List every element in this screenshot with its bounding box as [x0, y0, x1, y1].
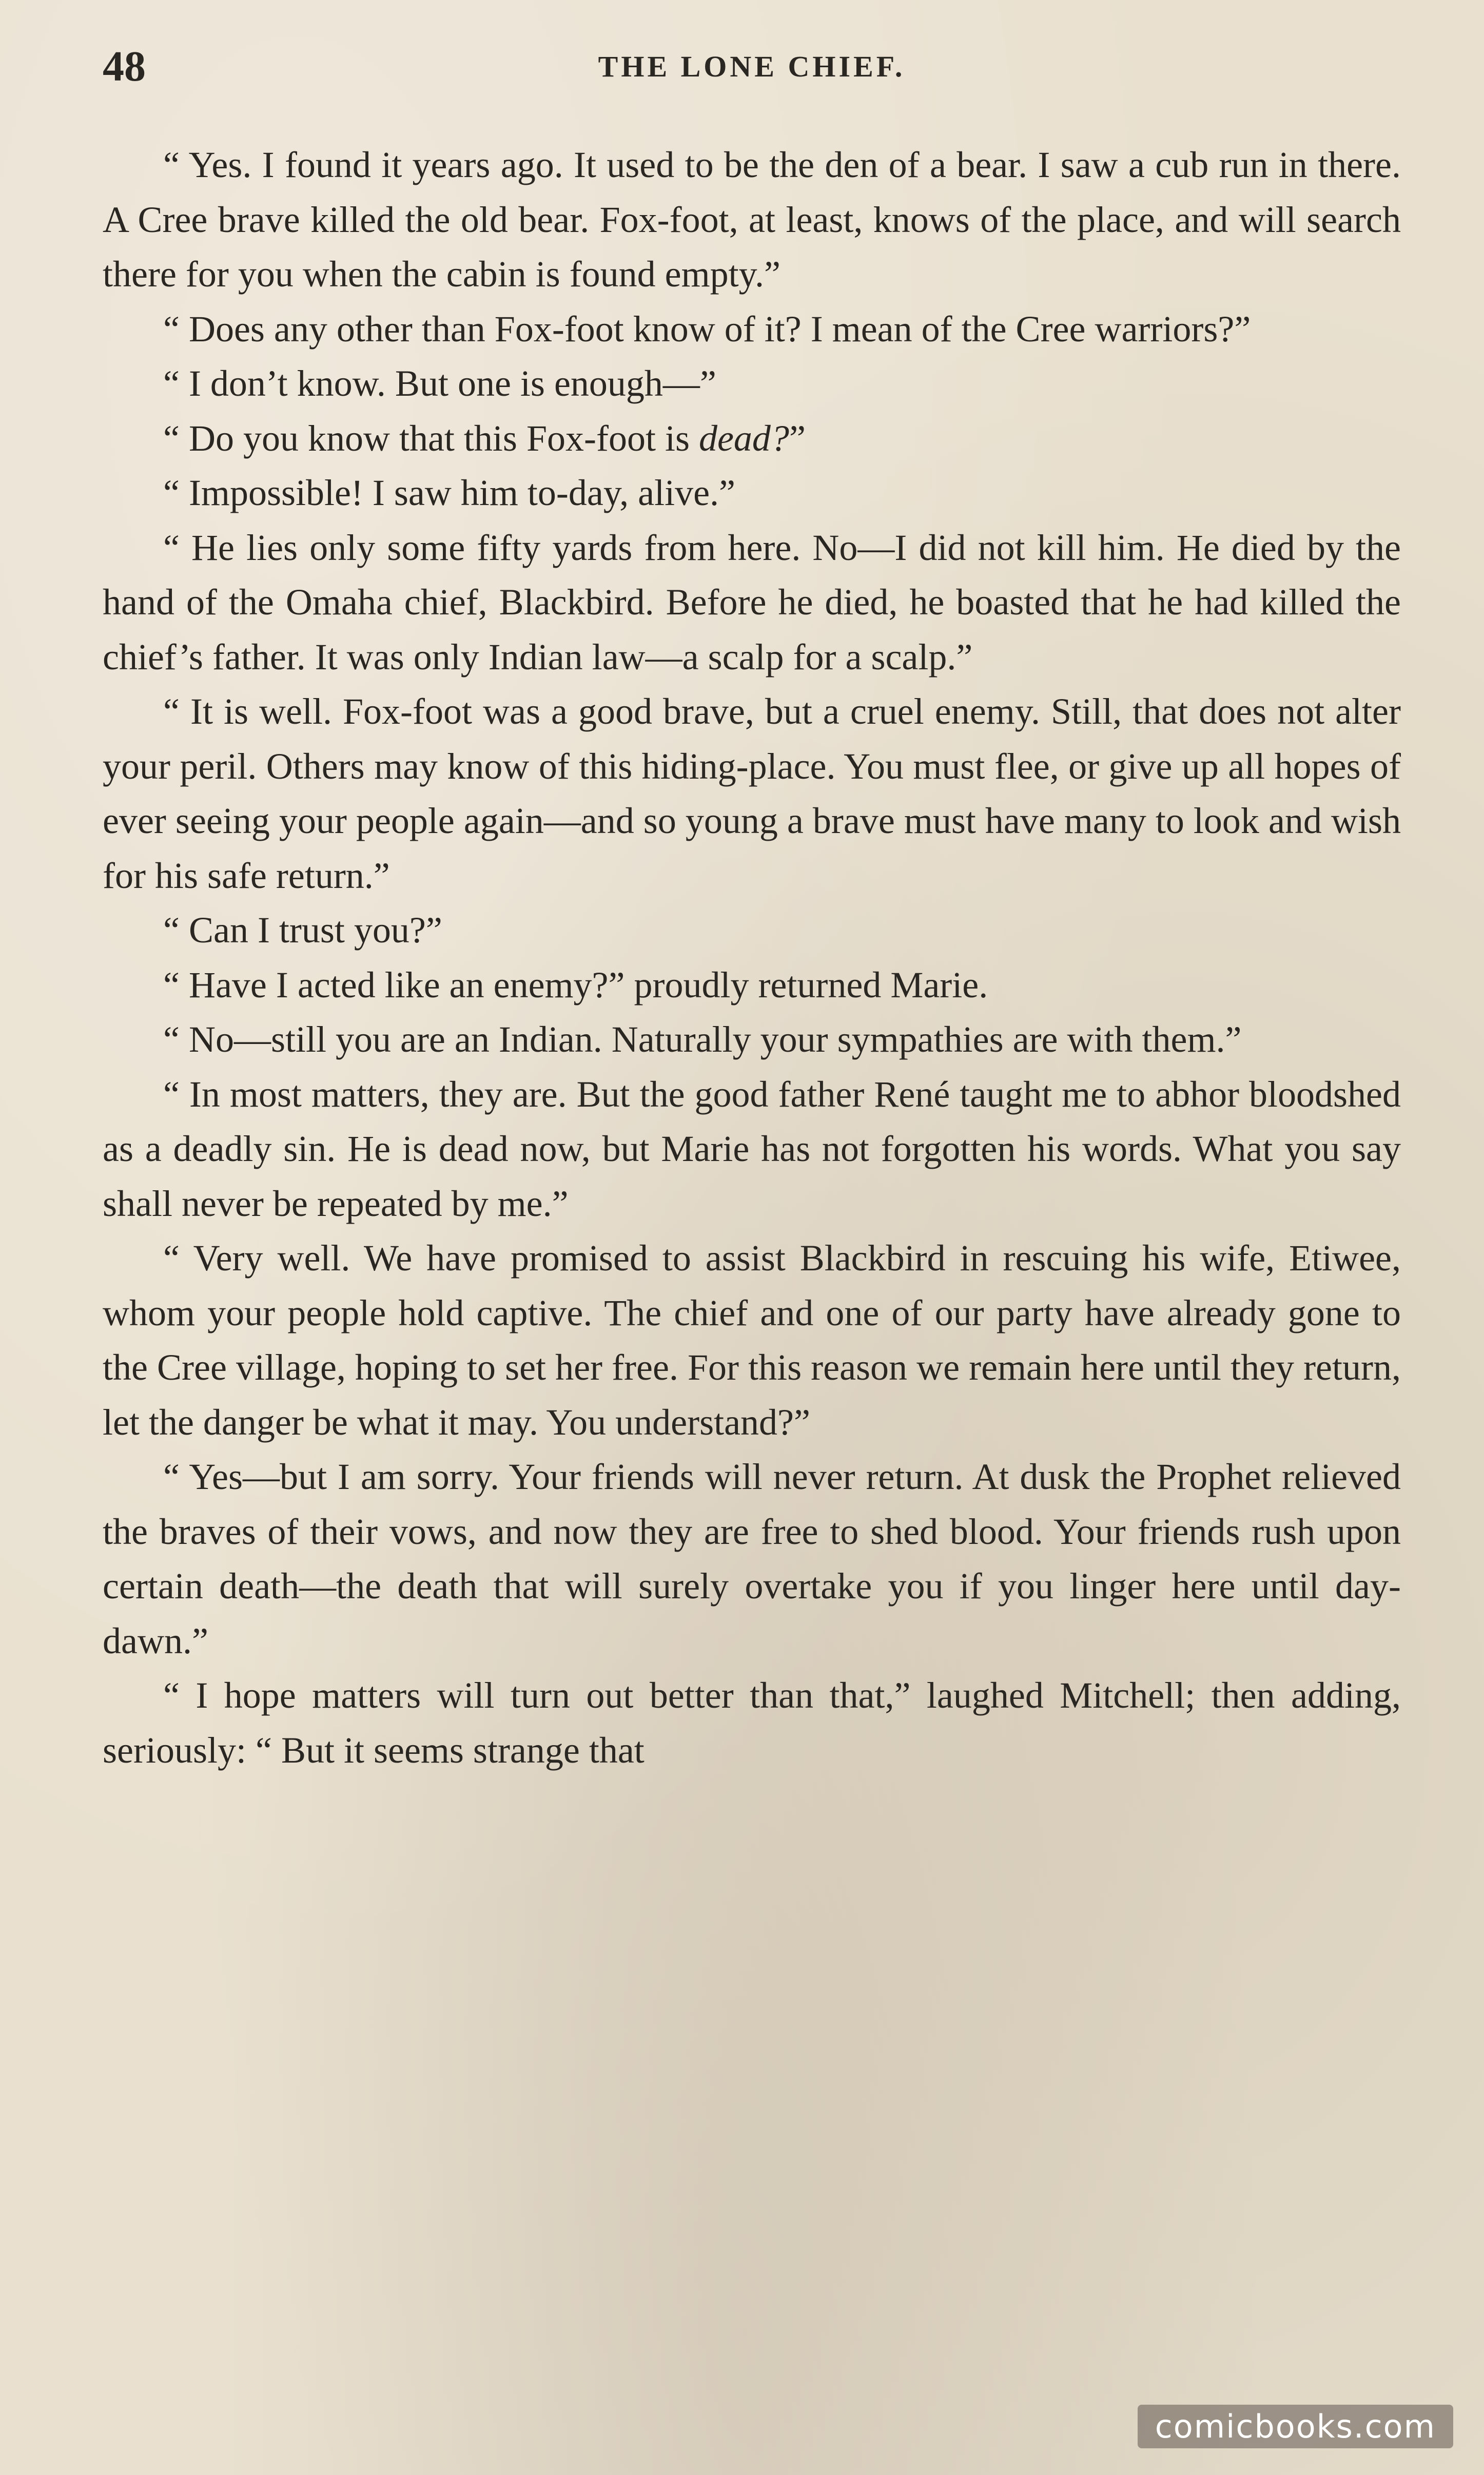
paragraph: “ Have I acted like an enemy?” proudly returned Marie. — [163, 964, 988, 1006]
watermark: comicbooks.com — [1138, 2405, 1453, 2448]
paragraph: “ In most matters, they are. But the good father René taught me to abhor bloodshed as a deadly sin. He is dead now, but Marie has not forgotten his words. What you say shall never be repeated by me.” — [103, 1073, 1401, 1224]
body-text — [103, 138, 1401, 1777]
paragraph-dead-italic: dead? — [698, 417, 789, 459]
paragraph-dead-before: “ Do you know that this Fox-foot is — [163, 417, 699, 459]
paragraph: “ No—still you are an Indian. Naturally your sympathies are with them.” — [163, 1019, 1242, 1060]
paragraph: “ Does any other than Fox-foot know of it? I mean of the Cree warriors?” — [163, 308, 1251, 350]
page-number: 48 — [103, 43, 146, 90]
paragraph: “ He lies only some fifty yards from here. No—I did not kill him. He died by the hand of the Omaha chief, Blackbird. Before he died, he boasted that he had killed the chief’s father. It was only Indian law—a scalp for a scalp.” — [103, 527, 1401, 678]
paragraph: “ I don’t know. But one is enough—” — [163, 363, 716, 404]
paragraph: “ Very well. We have promised to assist Blackbird in rescuing his wife, Etiwee, whom your people hold captive. The chief and one of our party have already gone to the Cree village, hoping to set her free. For this reason we remain here until they return, let the danger be what it may. You understand?” — [103, 1238, 1401, 1443]
paragraph-dead-after: ” — [789, 417, 806, 459]
paragraph: “ Yes—but I am sorry. Your friends will never return. At dusk the Prophet relieved the braves of their vows, and now they are free to shed blood. Your friends rush upon certain death—the death that will surely overtake you if you linger here until day-dawn.” — [103, 1456, 1401, 1661]
paragraph: “ Yes. I found it years ago. It used to be the den of a bear. I saw a cub run in there. A Cree brave killed the old bear. Fox-foot, at least, knows of the place, and will search there for you when the cabin is found empty.” — [103, 144, 1401, 295]
paragraph-dead — [103, 411, 1401, 466]
paragraph: “ I hope matters will turn out better than that,” laughed Mitchell; then adding, seriously: “ But it seems strange that — [103, 1675, 1401, 1771]
running-title: THE LONE CHIEF. — [598, 50, 906, 83]
paragraph: “ It is well. Fox-foot was a good brave, but a cruel enemy. Still, that does not alter your peril. Others may know of this hiding-place. You must flee, or give up all hopes of ever seeing your people again—and so young a brave must have many to look and wish for his safe return.” — [103, 691, 1401, 896]
page-header — [103, 36, 1401, 98]
paragraph: “ Impossible! I saw him to-day, alive.” — [163, 472, 736, 513]
paragraph: “ Can I trust you?” — [163, 910, 442, 951]
